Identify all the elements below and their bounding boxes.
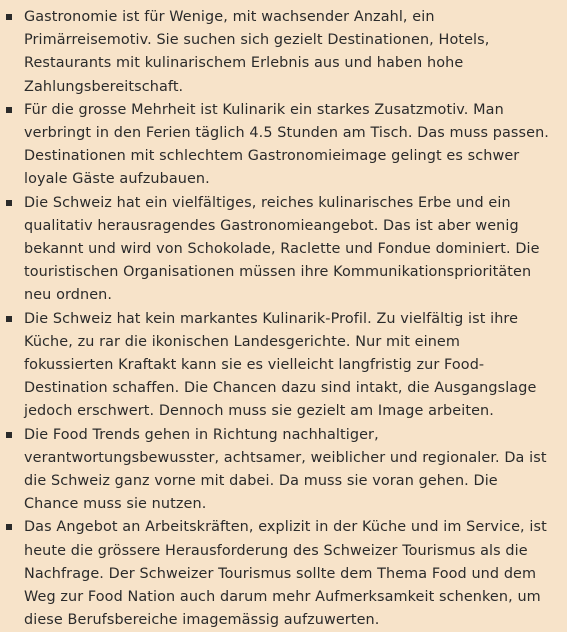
list-item: [6, 516, 549, 632]
list-item: [6, 6, 549, 99]
bullet-list: [6, 6, 549, 632]
bullet-text: Die Food Trends gehen in Richtung nachhaltiger, verantwortungsbewusster, achtsamer, weiblicher und regionaler. Da ist die Schweiz ganz vorne mit dabei. Da muss sie voran gehen. Die Chance muss sie nutzen.: [24, 426, 547, 513]
square-bullet-icon: [6, 107, 12, 113]
list-item: [6, 99, 549, 192]
list-item: [6, 192, 549, 308]
square-bullet-icon: [6, 524, 12, 530]
bullet-text: Das Angebot an Arbeitskräften, explizit in der Küche und im Service, ist heute die grössere Herausforderung des Schweizer Tourismus als die Nachfrage. Der Schweizer Tourismus sollte dem Thema Food und dem Weg zur Food Nation auch darum mehr Aufmerksamkeit schenken, um diese Berufsbereiche imagemässig aufzuwerten.: [24, 519, 547, 629]
square-bullet-icon: [6, 316, 12, 322]
bullet-text: Gastronomie ist für Wenige, mit wachsender Anzahl, ein Primärreisemotiv. Sie suchen sich gezielt Destinationen, Hotels, Restaurants mit kulinarischem Erlebnis aus und haben hohe Zahlungsbereitschaft.: [24, 9, 490, 95]
bullet-text: Die Schweiz hat ein vielfältiges, reiches kulinarisches Erbe und ein qualitativ herausragendes Gastronomieangebot. Das ist aber wenig bekannt und wird von Schokolade, Raclette und Fondue dominiert. Die touristischen Organisationen müssen ihre Kommunikationsprioritäten neu ordnen.: [24, 194, 540, 304]
bullet-text: Für die grosse Mehrheit ist Kulinarik ein starkes Zusatzmotiv. Man verbringt in den Ferien täglich 4.5 Stunden am Tisch. Das muss passen. Destinationen mit schlechtem Gastronomieimage gelingt es schwer loyale Gäste aufzubauen.: [24, 101, 549, 188]
square-bullet-icon: [6, 432, 12, 438]
list-item: [6, 308, 549, 424]
square-bullet-icon: [6, 14, 12, 20]
bullet-text: Die Schweiz hat kein markantes Kulinarik-Profil. Zu vielfältig ist ihre Küche, zu rar die ikonischen Landesgerichte. Nur mit einem fokussierten Kraftakt kann sie es vielleicht langfristig zur Food-Destination schaffen. Die Chancen dazu sind intakt, die Ausgangslage jedoch erschwert. Dennoch muss sie gezielt am Image arbeiten.: [24, 310, 537, 420]
list-item: [6, 424, 549, 517]
square-bullet-icon: [6, 200, 12, 206]
